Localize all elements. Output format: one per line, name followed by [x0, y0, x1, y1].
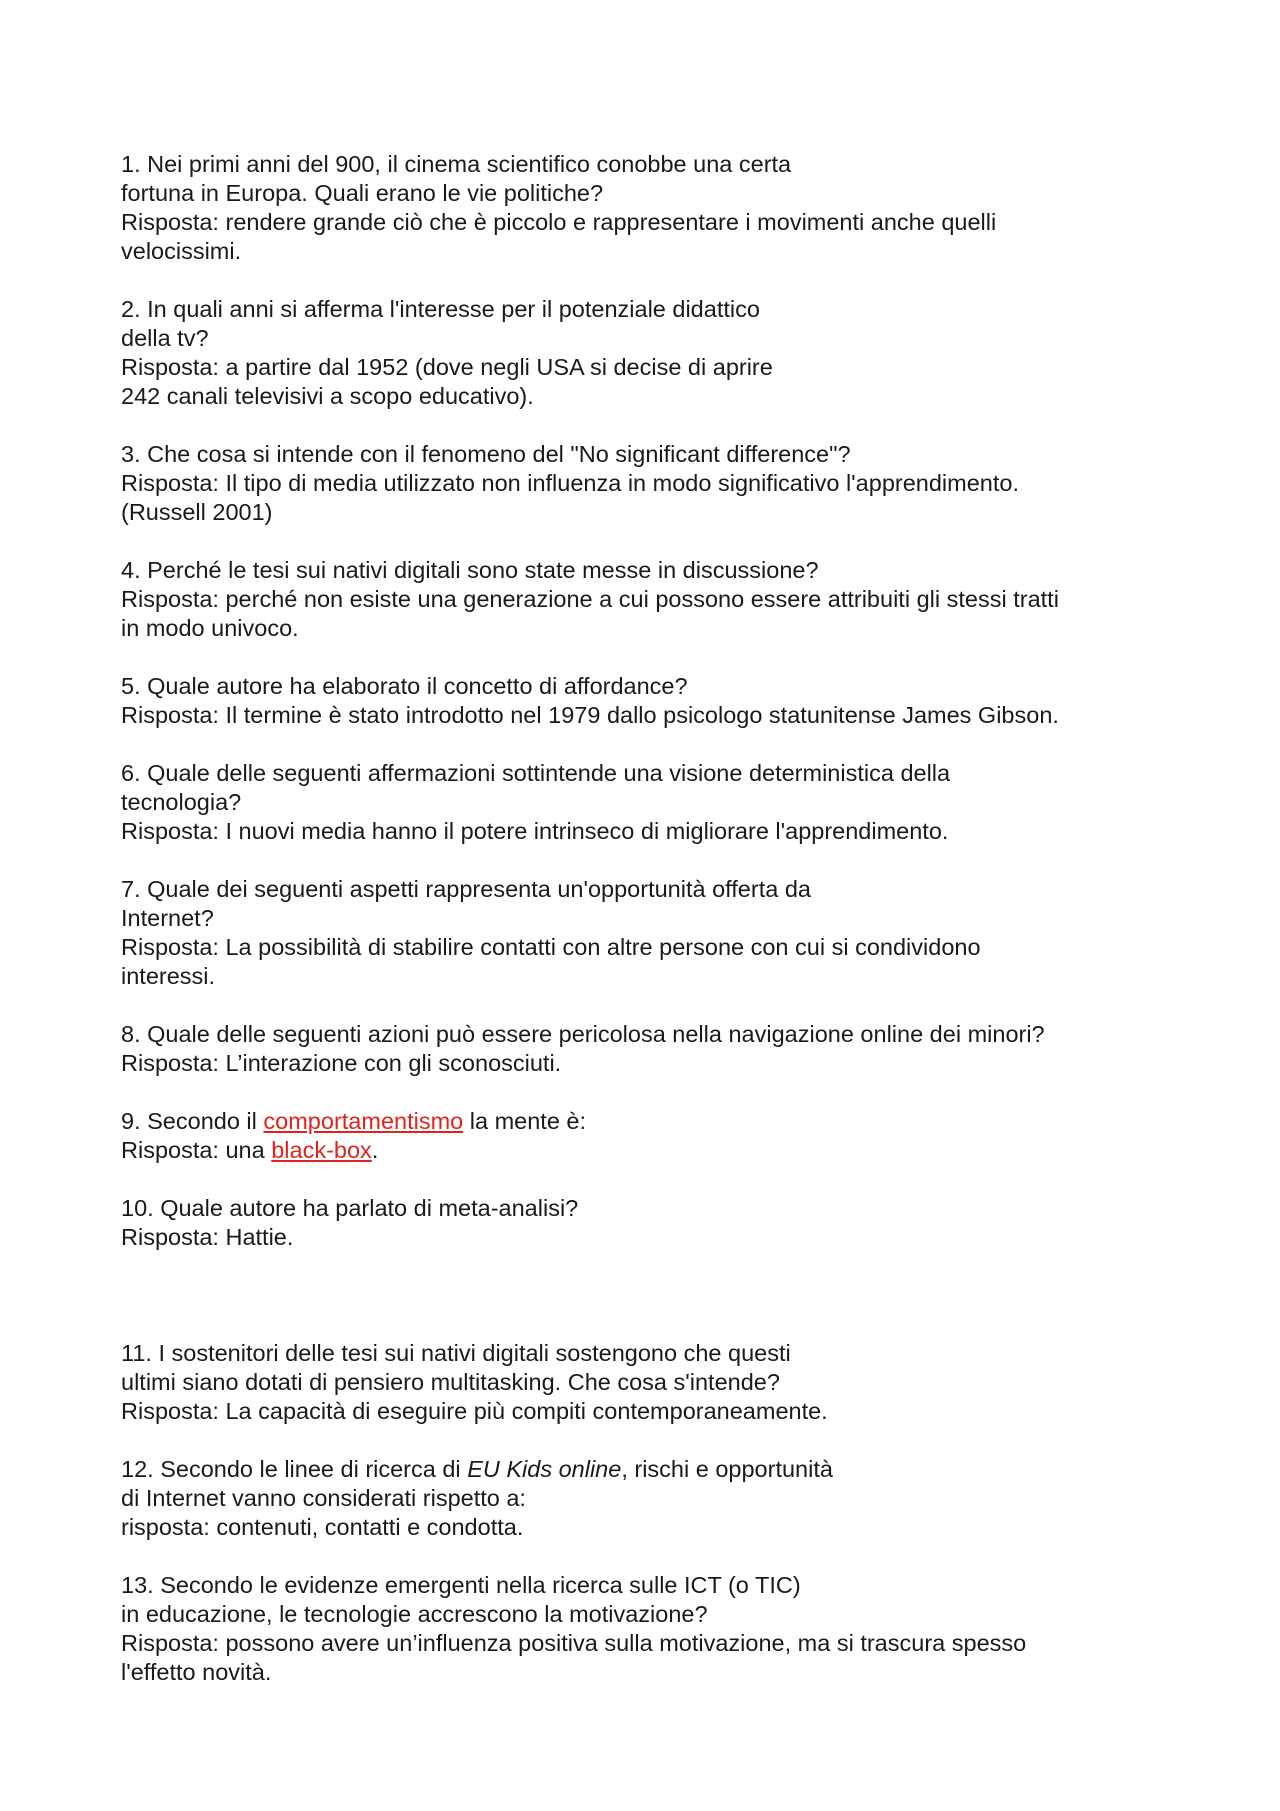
black-box-link[interactable]: black-box	[271, 1137, 372, 1163]
answer-13-line: Risposta: possono avere un’influenza positiva sulla motivazione, ma si trascura spesso	[121, 1630, 1027, 1656]
answer-5-line: Risposta: Il termine è stato introdotto nel 1979 dallo psicologo statunitense James Gibson.	[121, 702, 1059, 728]
answer-10: Risposta: Hattie.	[121, 1224, 294, 1250]
question-11-line: ultimi siano dotati di pensiero multitasking. Che cosa s'intende?	[121, 1369, 780, 1395]
question-7-line: 7. Quale dei seguenti aspetti rappresenta un'opportunità offerta da	[121, 876, 811, 902]
question-2-line: della tv?	[121, 325, 209, 351]
answer-7-line: Risposta: La possibilità di stabilire contatti con altre persone con cui si condividono	[121, 934, 981, 960]
answer-11: Risposta: La capacità di eseguire più compiti contemporaneamente.	[121, 1398, 828, 1424]
answer-9: Risposta: una black-box.	[121, 1137, 379, 1163]
qa-item-2	[121, 295, 1181, 411]
question-13-line: in educazione, le tecnologie accrescono la motivazione?	[121, 1601, 708, 1627]
question-5-line: 5. Quale autore ha elaborato il concetto di affordance?	[121, 673, 688, 699]
qa-item-7	[121, 875, 1181, 991]
qa-item-9	[121, 1107, 1181, 1165]
qa-item-13	[121, 1571, 1181, 1687]
answer-2-line: 242 canali televisivi a scopo educativo).	[121, 383, 534, 409]
answer-1-line: velocissimi.	[121, 238, 242, 264]
answer-3-line: (Russell 2001)	[121, 499, 273, 525]
question-7-line: Internet?	[121, 905, 214, 931]
document-page	[121, 150, 1181, 1716]
question-12-line: 12. Secondo le linee di ricerca di EU Kids online, rischi e opportunità	[121, 1456, 833, 1482]
qa-item-8	[121, 1020, 1181, 1078]
question-9: 9. Secondo il comportamentismo la mente è:	[121, 1108, 587, 1134]
qa-item-10	[121, 1194, 1181, 1252]
answer-4-line: Risposta: perché non esiste una generazione a cui possono essere attribuiti gli stessi tratti	[121, 586, 1059, 612]
question-11-line: 11. I sostenitori delle tesi sui nativi digitali sostengono che questi	[121, 1340, 791, 1366]
answer-4-line: in modo univoco.	[121, 615, 299, 641]
qa-item-6	[121, 759, 1181, 846]
question-8-line: 8. Quale delle seguenti azioni può essere pericolosa nella navigazione online dei minori?	[121, 1021, 1045, 1047]
eu-kids-online-title: EU Kids online	[467, 1456, 622, 1482]
question-1-line: fortuna in Europa. Quali erano le vie politiche?	[121, 180, 604, 206]
answer-2-line: Risposta: a partire dal 1952 (dove negli USA si decise di aprire	[121, 354, 773, 380]
qa-item-4	[121, 556, 1181, 643]
answer-1-line: Risposta: rendere grande ciò che è piccolo e rappresentare i movimenti anche quelli	[121, 209, 997, 235]
qa-item-5	[121, 672, 1181, 730]
question-6-line: 6. Quale delle seguenti affermazioni sottintende una visione deterministica della	[121, 760, 951, 786]
answer-8-line: Risposta: L’interazione con gli sconosciuti.	[121, 1050, 562, 1076]
question-10: 10. Quale autore ha parlato di meta-analisi?	[121, 1195, 579, 1221]
answer-6-line: Risposta: I nuovi media hanno il potere intrinseco di migliorare l'apprendimento.	[121, 818, 949, 844]
question-1-line: 1. Nei primi anni del 900, il cinema scientifico conobbe una certa	[121, 151, 792, 177]
answer-3-line: Risposta: Il tipo di media utilizzato non influenza in modo significativo l'apprendimento.	[121, 470, 1019, 496]
qa-item-3	[121, 440, 1181, 527]
question-6-line: tecnologia?	[121, 789, 242, 815]
question-13-line: 13. Secondo le evidenze emergenti nella ricerca sulle ICT (o TIC)	[121, 1572, 801, 1598]
question-4-line: 4. Perché le tesi sui nativi digitali sono state messe in discussione?	[121, 557, 819, 583]
spacer	[121, 1281, 1181, 1339]
qa-item-1	[121, 150, 1181, 266]
answer-12: risposta: contenuti, contatti e condotta.	[121, 1514, 524, 1540]
qa-list	[121, 150, 1181, 1078]
qa-item-12	[121, 1455, 1181, 1542]
answer-13-line: l'effetto novità.	[121, 1659, 272, 1685]
question-12-line: di Internet vanno considerati rispetto a:	[121, 1485, 526, 1511]
answer-7-line: interessi.	[121, 963, 216, 989]
question-3-line: 3. Che cosa si intende con il fenomeno del "No significant difference"?	[121, 441, 851, 467]
question-2-line: 2. In quali anni si afferma l'interesse per il potenziale didattico	[121, 296, 760, 322]
comportamentismo-link[interactable]: comportamentismo	[263, 1108, 464, 1134]
qa-item-11	[121, 1339, 1181, 1426]
